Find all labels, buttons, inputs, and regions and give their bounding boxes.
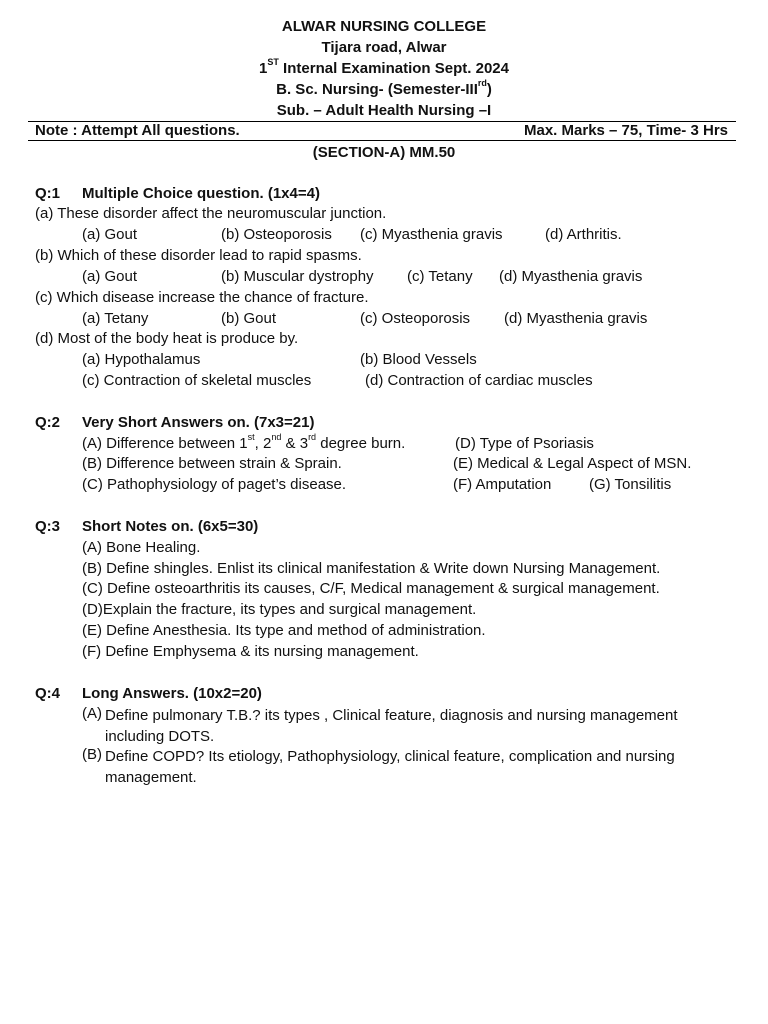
q1d-option2: (b) Blood Vessels <box>360 351 477 368</box>
q4-a-label: (A) <box>82 705 102 722</box>
q3-item: (F) Define Emphysema & its nursing management. <box>82 643 419 660</box>
q1c-option2: (b) Gout <box>221 310 277 327</box>
exam-title <box>0 57 768 77</box>
exam-title-prefix: 1 <box>259 60 268 77</box>
exam-title-suffix: Internal Examination Sept. 2024 <box>278 60 509 77</box>
q3-item: (E) Define Anesthesia. Its type and method of administration. <box>82 622 486 639</box>
q1d-option3: (c) Contraction of skeletal muscles <box>82 372 312 389</box>
q3-number: Q:3 <box>35 518 61 535</box>
q4-b-label: (B) <box>82 746 102 763</box>
course-suffix: ) <box>486 81 492 98</box>
exam-title-sup: ST <box>267 57 279 67</box>
section-heading: (SECTION-A) MM.50 <box>312 144 456 161</box>
q1a-option1: (a) Gout <box>82 226 138 243</box>
course-title <box>0 78 768 98</box>
q1b-option2: (b) Muscular dystrophy <box>221 268 374 285</box>
q3-title: Short Notes on. (6x5=30) <box>82 518 259 535</box>
bottom-rule <box>28 140 736 141</box>
college-address: Tijara road, Alwar <box>321 39 447 56</box>
q2-item-e: (E) Medical & Legal Aspect of MSN. <box>453 455 692 472</box>
q1-number: Q:1 <box>35 185 61 202</box>
q2-title: Very Short Answers on. (7x3=21) <box>82 414 315 431</box>
q4-b-text: Define COPD? Its etiology, Pathophysiology, clinical feature, complication and nursing management. <box>105 748 675 786</box>
q2-item-a <box>82 432 406 452</box>
q3-item: (A) Bone Healing. <box>82 539 201 556</box>
course-prefix: B. Sc. Nursing- (Semester-III <box>276 81 478 98</box>
subject-title: Sub. – Adult Health Nursing –I <box>276 102 492 119</box>
q2-number: Q:2 <box>35 414 61 431</box>
q3-item: (D)Explain the fracture, its types and surgical management. <box>82 601 477 618</box>
course-sup: rd <box>477 78 487 88</box>
q4-number: Q:4 <box>35 685 61 702</box>
note-text: Note : Attempt All questions. <box>35 122 240 139</box>
q4-a-text: Define pulmonary T.B.? its types , Clinical feature, diagnosis and nursing management including DOTS. <box>105 707 678 745</box>
q1c-stem: (c) Which disease increase the chance of fracture. <box>35 289 369 306</box>
q1d-stem: (d) Most of the body heat is produce by. <box>35 330 299 347</box>
q1a-option2: (b) Osteoporosis <box>221 226 332 243</box>
q2-a-mid1: , 2 <box>254 435 272 452</box>
q1d-option1: (a) Hypothalamus <box>82 351 201 368</box>
q2-item-g: (G) Tonsilitis <box>589 476 672 493</box>
q2-item-c: (C) Pathophysiology of paget’s disease. <box>82 476 347 493</box>
q3-item: (C) Define osteoarthritis its causes, C/F, Medical management & surgical management. <box>82 580 660 597</box>
q1c-option4: (d) Myasthenia gravis <box>504 310 648 327</box>
q1d-option4: (d) Contraction of cardiac muscles <box>365 372 593 389</box>
q2-a-sup1: st <box>247 432 255 442</box>
q2-a-pre: (A) Difference between 1 <box>82 435 248 452</box>
max-marks: Max. Marks – 75, Time- 3 Hrs <box>524 122 728 139</box>
q1c-option3: (c) Osteoporosis <box>360 310 471 327</box>
q2-item-f: (F) Amputation <box>453 476 552 493</box>
q1b-option1: (a) Gout <box>82 268 138 285</box>
q2-a-mid2: & 3 <box>281 435 309 452</box>
q1b-option4: (d) Myasthenia gravis <box>499 268 643 285</box>
q2-item-d: (D) Type of Psoriasis <box>455 435 594 452</box>
q2-a-sup2: nd <box>271 432 282 442</box>
q1a-option3: (c) Myasthenia gravis <box>360 226 503 243</box>
q1c-option1: (a) Tetany <box>82 310 149 327</box>
q1b-option3: (c) Tetany <box>407 268 473 285</box>
q1a-stem: (a) These disorder affect the neuromuscular junction. <box>35 205 387 222</box>
q2-item-b: (B) Difference between strain & Sprain. <box>82 455 342 472</box>
q2-a-post: degree burn. <box>316 435 406 452</box>
q2-a-sup3: rd <box>308 432 317 442</box>
q1-title: Multiple Choice question. (1x4=4) <box>82 185 320 202</box>
college-name: ALWAR NURSING COLLEGE <box>281 18 487 35</box>
q3-item: (B) Define shingles. Enlist its clinical manifestation & Write down Nursing Management. <box>82 560 661 577</box>
q1a-option4: (d) Arthritis. <box>545 226 622 243</box>
q1b-stem: (b) Which of these disorder lead to rapid spasms. <box>35 247 362 264</box>
q4-title: Long Answers. (10x2=20) <box>82 685 262 702</box>
